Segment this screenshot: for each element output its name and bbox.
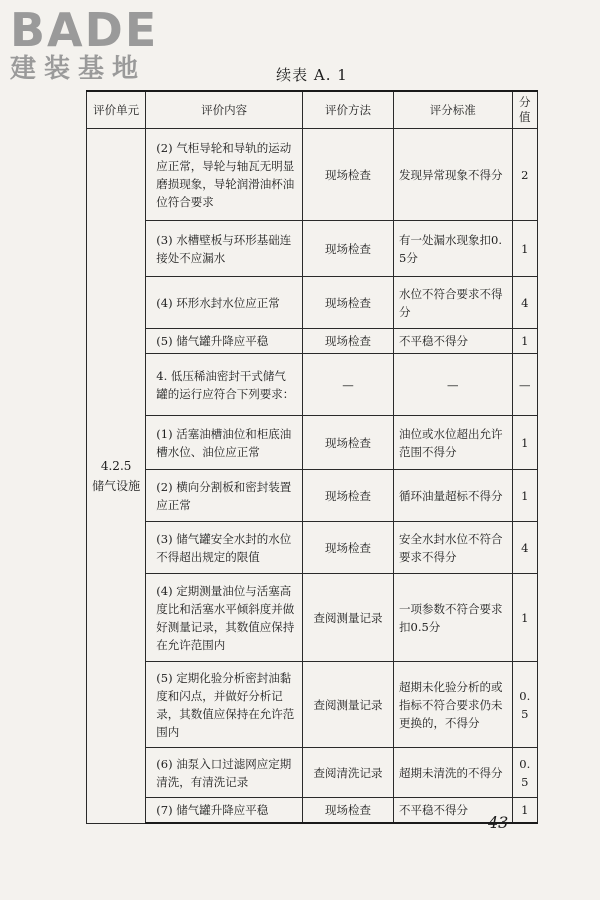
content-cell: (6) 油泵入口过滤网应定期清洗，有清洗记录 xyxy=(146,748,303,798)
table-row xyxy=(87,574,538,662)
method-cell: 现场检查 xyxy=(302,221,393,277)
content-cell: (7) 储气罐升降应平稳 xyxy=(146,798,303,824)
table-row xyxy=(87,798,538,824)
table-row xyxy=(87,748,538,798)
method-cell: 现场检查 xyxy=(302,522,393,574)
table-row xyxy=(87,416,538,470)
criteria-cell: 不平稳不得分 xyxy=(394,798,513,824)
score-cell: 1 xyxy=(512,221,537,277)
table-row xyxy=(87,662,538,748)
logo-wordmark: BADE xyxy=(10,3,159,57)
evaluation-table xyxy=(86,90,538,824)
table-row xyxy=(87,129,538,221)
content-cell: (5) 定期化验分析密封油黏度和闪点，并做好分析记录，其数值应保持在允许范围内 xyxy=(146,662,303,748)
header-criteria: 评分标准 xyxy=(394,91,513,129)
content-cell: (1) 活塞油槽油位和柜底油槽水位、油位应正常 xyxy=(146,416,303,470)
method-cell: 查阅清洗记录 xyxy=(302,748,393,798)
score-cell: 1 xyxy=(512,329,537,354)
evaluation-unit-cell xyxy=(87,129,146,824)
score-cell: — xyxy=(512,354,537,416)
method-cell: 现场检查 xyxy=(302,798,393,824)
table-row xyxy=(87,522,538,574)
score-cell: 4 xyxy=(512,277,537,329)
method-cell: 查阅测量记录 xyxy=(302,662,393,748)
score-cell: 4 xyxy=(512,522,537,574)
score-cell: 1 xyxy=(512,798,537,824)
table-caption: 续表 A. 1 xyxy=(276,66,348,84)
score-cell: 2 xyxy=(512,129,537,221)
content-cell: (2) 气柜导轮和导轨的运动应正常，导轮与轴瓦无明显磨损现象，导轮润滑油杯油位符合要求 xyxy=(146,129,303,221)
table-row xyxy=(87,277,538,329)
criteria-cell: 循环油量超标不得分 xyxy=(394,470,513,522)
criteria-cell: 水位不符合要求不得分 xyxy=(394,277,513,329)
table-row xyxy=(87,354,538,416)
table-row xyxy=(87,470,538,522)
method-cell: 现场检查 xyxy=(302,416,393,470)
score-cell: 0.5 xyxy=(512,662,537,748)
page-number: 43 xyxy=(488,813,509,832)
method-cell: 查阅测量记录 xyxy=(302,574,393,662)
content-cell: (5) 储气罐升降应平稳 xyxy=(146,329,303,354)
score-cell: 1 xyxy=(512,416,537,470)
score-cell: 0.5 xyxy=(512,748,537,798)
score-cell: 1 xyxy=(512,574,537,662)
criteria-cell: 超期未清洗的不得分 xyxy=(394,748,513,798)
content-cell: (4) 定期测量油位与活塞高度比和活塞水平倾斜度并做好测量记录，其数值应保持在允许范围内 xyxy=(146,574,303,662)
content-cell: (3) 水槽壁板与环形基础连接处不应漏水 xyxy=(146,221,303,277)
header-score: 分值 xyxy=(512,91,537,129)
content-cell: (4) 环形水封水位应正常 xyxy=(146,277,303,329)
table-row xyxy=(87,329,538,354)
unit-name: 储气设施 xyxy=(92,478,141,493)
logo-subtitle: 建装基地 xyxy=(10,54,147,84)
method-cell: 现场检查 xyxy=(302,129,393,221)
criteria-cell: — xyxy=(394,354,513,416)
table-header-row xyxy=(87,91,538,129)
header-unit: 评价单元 xyxy=(87,91,146,129)
criteria-cell: 发现异常现象不得分 xyxy=(394,129,513,221)
unit-code: 4.2.5 xyxy=(100,458,132,473)
criteria-cell: 有一处漏水现象扣0.5分 xyxy=(394,221,513,277)
method-cell: 现场检查 xyxy=(302,329,393,354)
header-content: 评价内容 xyxy=(146,91,303,129)
content-cell: (3) 储气罐安全水封的水位不得超出规定的限值 xyxy=(146,522,303,574)
content-cell: 4. 低压稀油密封干式储气罐的运行应符合下列要求： xyxy=(146,354,303,416)
content-cell: (2) 横向分割板和密封装置应正常 xyxy=(146,470,303,522)
criteria-cell: 一项参数不符合要求扣0.5分 xyxy=(394,574,513,662)
header-method: 评价方法 xyxy=(302,91,393,129)
method-cell: — xyxy=(302,354,393,416)
criteria-cell: 超期未化验分析的或指标不符合要求仍未更换的，不得分 xyxy=(394,662,513,748)
criteria-cell: 油位或水位超出允许范围不得分 xyxy=(394,416,513,470)
criteria-cell: 安全水封水位不符合要求不得分 xyxy=(394,522,513,574)
score-cell: 1 xyxy=(512,470,537,522)
table-row xyxy=(87,221,538,277)
method-cell: 现场检查 xyxy=(302,277,393,329)
method-cell: 现场检查 xyxy=(302,470,393,522)
criteria-cell: 不平稳不得分 xyxy=(394,329,513,354)
